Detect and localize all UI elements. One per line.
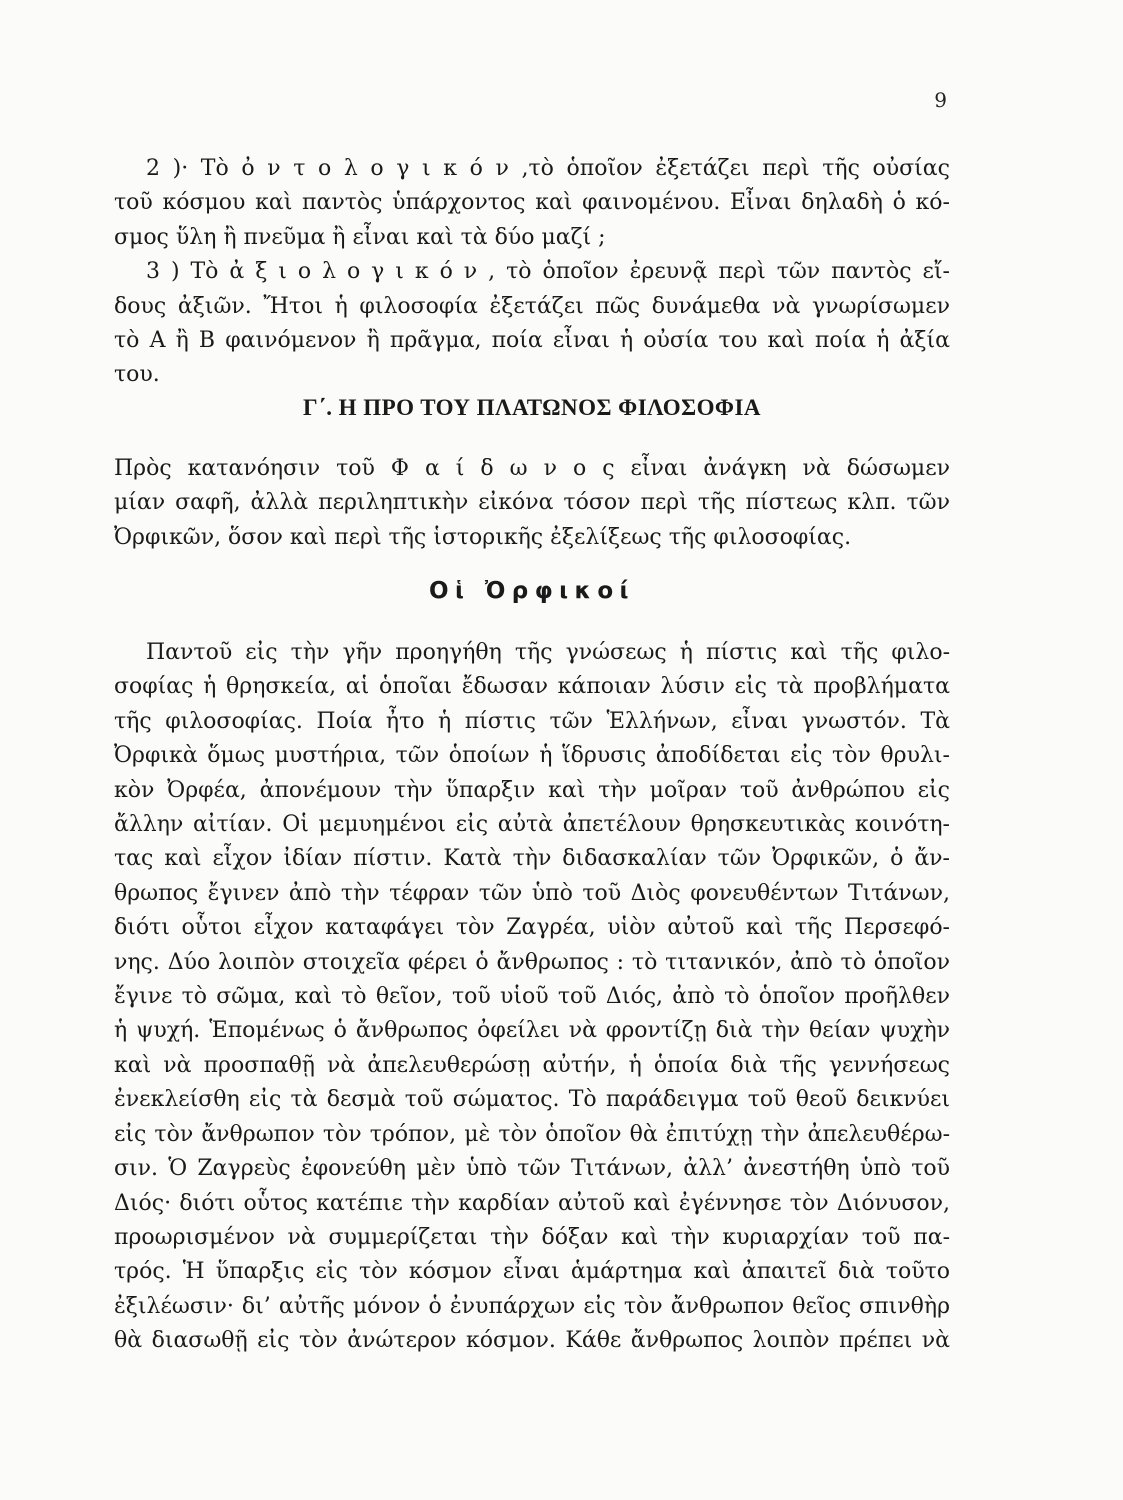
text-line: διότι οὗτοι εἶχον καταφάγει τὸν Ζαγρέα, υἱὸν αὐτοῦ καὶ τῆς Περσεφό-	[114, 915, 950, 941]
text-line: σιν. Ὁ Ζαγρεὺς ἐφονεύθη μὲν ὑπὸ τῶν Τιτάνων, ἀλλ’ ἀνεστήθη ὑπὸ τοῦ	[114, 1156, 950, 1182]
text-line: 2 )· Τὸ ὀ ν τ ο λ ο γ ι κ ό ν ,τὸ ὁποῖον ἐξετάζει περὶ τῆς οὐσίας	[146, 156, 950, 181]
text-line: σμος ὕλη ἢ πνεῦμα ἢ εἶναι καὶ τὰ δύο μαζί ;	[114, 224, 606, 250]
text-line: θρωπος ἔγινεν ἀπὸ τὴν τέφραν τῶν ὑπὸ τοῦ Διὸς φονευθέντων Τιτάνων,	[114, 880, 950, 906]
text-line: Ὀρφικῶν, ὅσον καὶ περὶ τῆς ἱστορικῆς ἐξελίξεως τῆς φιλοσοφίας.	[114, 524, 852, 550]
text-line: τὸ Α ἢ Β φαινόμενον ἢ πρᾶγμα, ποία εἶναι ἡ οὐσία του καὶ ποία ἡ ἀξία	[114, 328, 950, 354]
text-line: προωρισμένον νὰ συμμερίζεται τὴν δόξαν καὶ τὴν κυριαρχίαν τοῦ πα-	[114, 1224, 950, 1250]
text-line: σοφίας ἡ θρησκεία, αἱ ὁποῖαι ἔδωσαν κάποιαν λύσιν εἰς τὰ προβλήματα	[114, 674, 950, 700]
text-line: Ὀρφικὰ ὅμως μυστήρια, τῶν ὁποίων ἡ ἵδρυσις ἀποδίδεται εἰς τὸν θρυλι-	[114, 743, 950, 769]
text-line: εἰς τὸν ἄνθρωπον τὸν τρόπον, μὲ τὸν ὁποῖον θὰ ἐπιτύχῃ τὴν ἀπελευθέρω-	[114, 1121, 950, 1147]
text-line: καὶ νὰ προσπαθῇ νὰ ἀπελευθερώσῃ αὐτήν, ἡ ὁποία διὰ τῆς γεννήσεως	[114, 1052, 950, 1078]
sub-heading: Οἱ Ὀρφικοί	[429, 578, 635, 604]
text-line: νης. Δύο λοιπὸν στοιχεῖα φέρει ὁ ἄνθρωπος : τὸ τιτανικόν, ἀπὸ τὸ ὁποῖον	[114, 949, 950, 975]
text-line: δους ἀξιῶν. Ἤτοι ἡ φιλοσοφία ἐξετάζει πῶς δυνάμεθα νὰ γνωρίσωμεν	[114, 293, 950, 319]
text-line: Παντοῦ εἰς τὴν γῆν προηγήθη τῆς γνώσεως ἡ πίστις καὶ τῆς φιλο-	[146, 640, 950, 665]
text-line: ἔγινε τὸ σῶμα, καὶ τὸ θεῖον, τοῦ υἱοῦ τοῦ Διός, ἀπὸ τὸ ὁποῖον προῆλθεν	[114, 984, 950, 1010]
text-line: 3 ) Τὸ ἀ ξ ι ο λ ο γ ι κ ό ν , τὸ ὁποῖον ἐρευνᾷ περὶ τῶν παντὸς εἴ-	[146, 259, 950, 285]
text-line: τοῦ κόσμου καὶ παντὸς ὑπάρχοντος καὶ φαινομένου. Εἶναι δηλαδὴ ὁ κό-	[114, 190, 950, 216]
text-line: τρός. Ἡ ὕπαρξις εἰς τὸν κόσμον εἶναι ἁμάρτημα καὶ ἀπαιτεῖ διὰ τοῦτο	[114, 1259, 950, 1285]
text-line: ἐξιλέωσιν· δι’ αὐτῆς μόνον ὁ ἐνυπάρχων εἰς τὸν ἄνθρωπον θεῖος σπινθὴρ	[114, 1293, 950, 1319]
text-line: μίαν σαφῆ, ἀλλὰ περιληπτικὴν εἰκόνα τόσον περὶ τῆς πίστεως κλπ. τῶν	[114, 490, 950, 516]
text-line: θὰ διασωθῇ εἰς τὸν ἀνώτερον κόσμον. Κάθε ἄνθρωπος λοιπὸν πρέπει νὰ	[114, 1328, 950, 1354]
section-heading: Γ΄. Η ΠΡΟ ΤΟΥ ΠΛΑΤΩΝΟΣ ΦΙΛΟΣΟΦΙΑ	[303, 395, 761, 420]
text-line: του.	[114, 362, 160, 388]
text-line: τῆς φιλοσοφίας. Ποία ἦτο ἡ πίστις τῶν Ἑλλήνων, εἶναι γνωστόν. Τὰ	[114, 708, 950, 734]
paragraph-orphics	[114, 636, 950, 1359]
page-number: 9	[934, 88, 947, 112]
text-line: ἄλλην αἰτίαν. Οἱ μεμυημένοι εἰς αὐτὰ ἀπετέλουν θρησκευτικὰς κοινότη-	[114, 812, 950, 838]
text-line: ἐνεκλείσθη εἰς τὰ δεσμὰ τοῦ σώματος. Τὸ παράδειγμα τοῦ θεοῦ δεικνύει	[114, 1087, 950, 1113]
text-line: Πρὸς κατανόησιν τοῦ Φ α ί δ ω ν ο ς εἶναι ἀνάγκη νὰ δώσωμεν	[114, 456, 950, 481]
text-line: Διός· διότι οὗτος κατέπιε τὴν καρδίαν αὐτοῦ καὶ ἐγέννησε τὸν Διόνυσον,	[114, 1190, 950, 1216]
paragraph-definitions	[114, 152, 950, 393]
text-line: ἡ ψυχή. Ἑπομένως ὁ ἄνθρωπος ὀφείλει νὰ φροντίζῃ διὰ τὴν θείαν ψυχὴν	[114, 1018, 950, 1044]
text-line: τας καὶ εἶχον ἰδίαν πίστιν. Κατὰ τὴν διδασκαλίαν τῶν Ὀρφικῶν, ὁ ἄν-	[114, 846, 950, 872]
paragraph-intro	[114, 452, 950, 555]
text-line: κὸν Ὀρφέα, ἀπονέμουν τὴν ὕπαρξιν καὶ τὴν μοῖραν τοῦ ἀνθρώπου εἰς	[114, 777, 950, 803]
